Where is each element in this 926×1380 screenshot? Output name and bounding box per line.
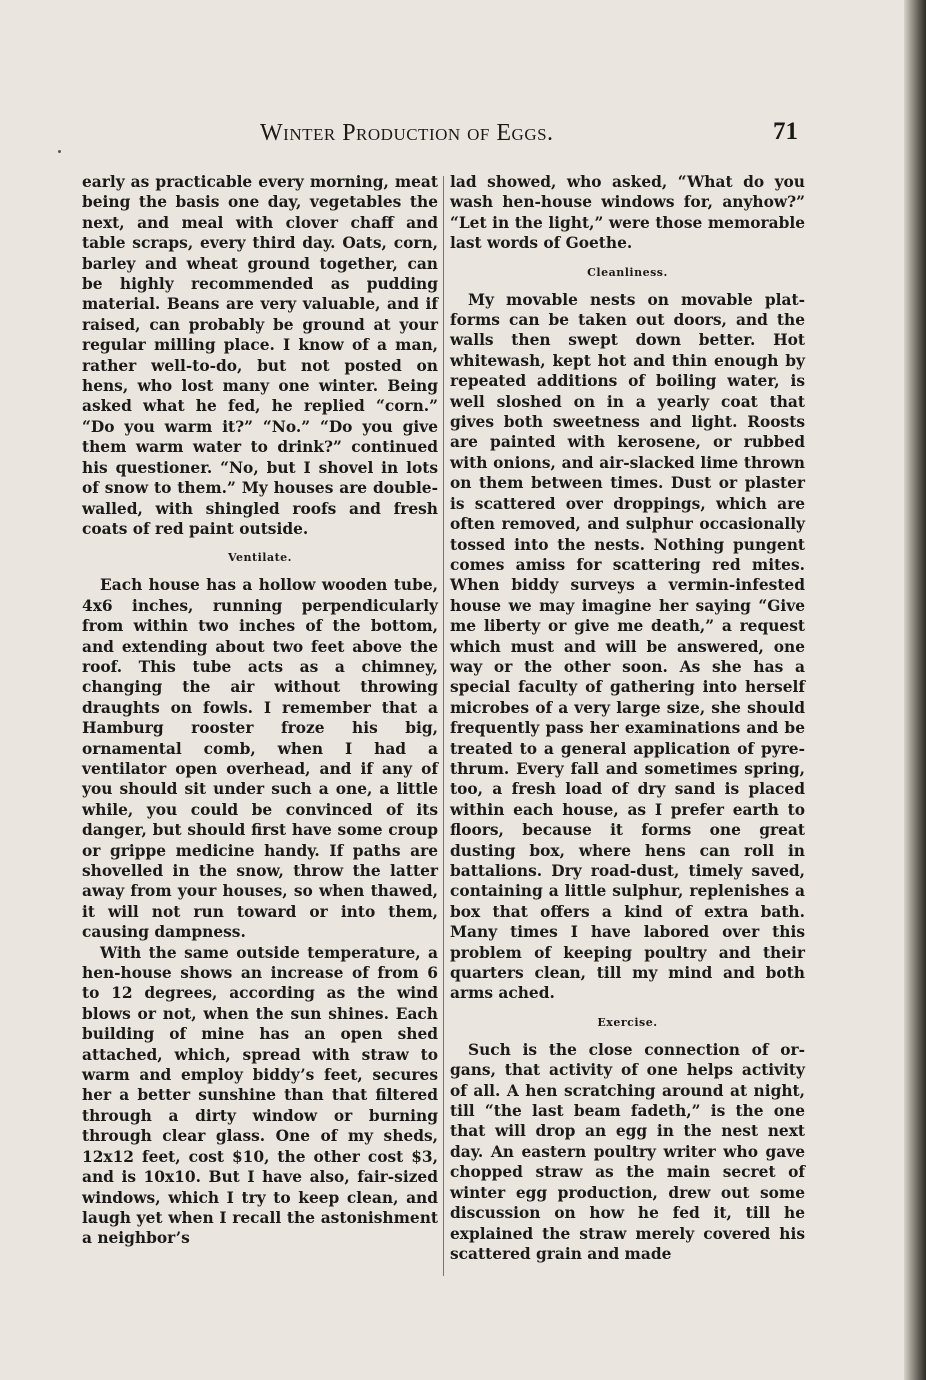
- book-binding-edge: [904, 0, 926, 1380]
- running-title: Winter Production of Eggs.: [260, 120, 554, 146]
- section-heading-ventilate: Ventilate.: [228, 551, 292, 565]
- right-column: [450, 172, 805, 1264]
- paragraph: Each house has a hollow wooden tube, 4x6 inches, running perpendicularly from within two inches of the bottom, and extending about two feet above the roof. This tube acts as a chimney, changing the air without throwing draughts on fowls. I remember that a Hamburg rooster froze his big, ornamental comb, when I had a ventilator open overhead, and if any of you should sit under such a one, a little while, you could be convinced of its danger, but should first have some croup or grippe medicine handy. If paths are shovelled in the snow, throw the latter away from your houses, so when thawed, it will not run toward or into them, causing dampness.: [82, 576, 438, 942]
- page-number: 71: [773, 118, 798, 145]
- paragraph: My movable nests on movable platforms can be taken out doors, and the walls then swept down better. Hot whitewash, kept hot and thin enough by repeated additions of boiling water, is well sloshed on in a yearly coat that gives both sweetness and light. Roosts are painted with kerosene, or rubbed with onions, and air-slacked lime thrown on them between times. Dust or plaster is scattered over droppings, which are often removed, and sulphur occasionally tossed into the nests. Nothing pungent comes amiss for scattering red mites. When biddy surveys a vermin-infested house we may imagine her saying “Give me liberty or give me death,” a request which must and will be answered, one way or the other soon. As she has a special faculty of gathering into herself microbes of a very large size, she should frequently pass her examinations and be treated to a general application of pyrethrum. Every fall and sometimes spring, too, a fresh load of dry sand is placed within each house, as I prefer earth to floors, because it forms one great dusting box, where hens can roll in battalions. Dry road-dust, timely saved, containing a little sulphur, replenishes a box that offers a kind of extra bath. Many times I have labored over this problem of keeping poultry and their quarters clean, till my mind and both arms ached.: [450, 290, 805, 1003]
- section-heading-cleanliness: Cleanliness.: [587, 265, 668, 279]
- paragraph: Such is the close connection of organs, that activity of one helps activity of all. A hen scratching around at night, till “the last beam fadeth,” is the one that will drop an egg in the nest next day. An eastern poultry writer who gave chopped straw as the main secret of winter egg production, drew out some discussion on how he fed it, till he explained the straw merely covered his scattered grain and made: [450, 1040, 805, 1263]
- column-divider: [443, 176, 444, 1276]
- paragraph: early as practicable every morning, meat being the basis one day, vegetables the next, and meal with clover chaff and table scraps, every third day. Oats, corn, barley and wheat ground together, can be highly recommended as pudding material. Beans are very valuable, and if raised, can probably be ground at your regular milling place. I know of a man, rather well-to-do, but not posted on hens, who lost many one winter. Being asked what he fed, he replied “corn.” “Do you warm it?” “No.” “Do you give them warm water to drink?” continued his questioner. “No, but I shovel in lots of snow to them.” My houses are double-walled, with shingled roofs and fresh coats of red paint outside.: [82, 173, 438, 538]
- paragraph: lad showed, who asked, “What do you wash hen-house windows for, anyhow?” “Let in the light,” were those memorable last words of Goethe.: [450, 173, 805, 253]
- section-heading-exercise: Exercise.: [597, 1015, 658, 1029]
- paragraph: With the same outside temperature, a hen-house shows an increase of from 6 to 12 degrees, according as the wind blows or not, when the sun shines. Each building of mine has an open shed attached, which, spread with straw to warm and employ biddy’s feet, secures her a better sunshine than that filtered through a dirty window or burning through clear glass. One of my sheds, 12x12 feet, cost $10, the other cost $3, and is 10x10. But I have also, fair-sized windows, which I try to keep clean, and laugh yet when I recall the astonishment a neighbor’s: [82, 943, 438, 1248]
- page-header: [82, 118, 812, 154]
- paper-speck: [58, 150, 61, 153]
- left-column: [82, 172, 438, 1249]
